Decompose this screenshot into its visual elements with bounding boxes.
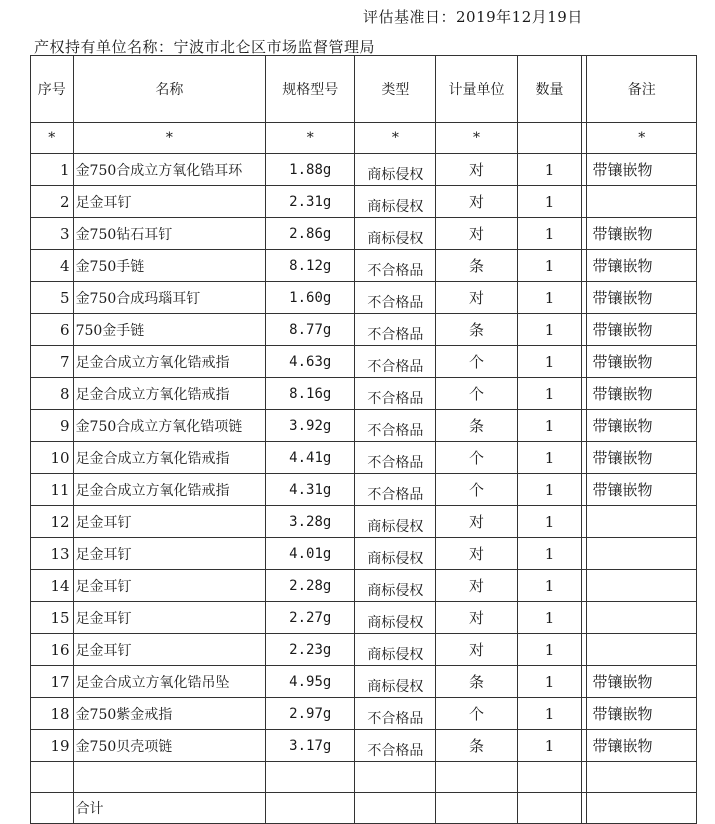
cell-spec: 2.31g: [266, 186, 355, 218]
cell-spec: 8.77g: [266, 314, 355, 346]
cell-name: 金750合成立方氧化锆项链: [73, 410, 266, 442]
cell-name: 金750手链: [73, 250, 266, 282]
cell-remark: 带镶嵌物: [587, 314, 697, 346]
cell-remark: [587, 538, 697, 570]
cell-name: 足金耳钉: [73, 570, 266, 602]
cell-seq: 15: [31, 602, 74, 634]
star-cell: *: [73, 123, 266, 154]
cell-name: 750金手链: [73, 314, 266, 346]
table-row: [31, 186, 697, 218]
table-row: [31, 442, 697, 474]
header-row: [31, 56, 697, 123]
cell-unit: 条: [436, 666, 517, 698]
table-row: [31, 730, 697, 762]
cell-qty: 1: [517, 730, 582, 762]
cell-seq: 3: [31, 218, 74, 250]
cell-type: 商标侵权: [355, 570, 436, 602]
cell-qty: 1: [517, 154, 582, 186]
cell-seq: 11: [31, 474, 74, 506]
cell-name: 金750合成玛瑙耳钉: [73, 282, 266, 314]
cell-remark: [587, 634, 697, 666]
cell-unit: 对: [436, 218, 517, 250]
cell-type: 商标侵权: [355, 666, 436, 698]
cell-type: 商标侵权: [355, 218, 436, 250]
cell-unit: 个: [436, 442, 517, 474]
cell-remark: 带镶嵌物: [587, 698, 697, 730]
cell-spec: 1.88g: [266, 154, 355, 186]
cell-unit: 个: [436, 346, 517, 378]
cell-seq: 6: [31, 314, 74, 346]
cell-spec: 3.17g: [266, 730, 355, 762]
cell-name: 金750钻石耳钉: [73, 218, 266, 250]
cell-unit: 条: [436, 730, 517, 762]
cell-spec: 4.41g: [266, 442, 355, 474]
star-cell: [517, 123, 582, 154]
table-row: [31, 282, 697, 314]
cell-type: 不合格品: [355, 410, 436, 442]
cell-spec: 8.16g: [266, 378, 355, 410]
cell-qty: 1: [517, 282, 582, 314]
col-header-qty: 数量: [517, 56, 582, 123]
table-row: [31, 474, 697, 506]
property-owner-line: 产权持有单位名称：宁波市北仑区市场监督管理局: [34, 38, 376, 56]
cell-type: 不合格品: [355, 474, 436, 506]
empty-cell: [266, 793, 355, 824]
cell-unit: 个: [436, 698, 517, 730]
cell-type: 不合格品: [355, 442, 436, 474]
cell-unit: 条: [436, 410, 517, 442]
table-row: [31, 538, 697, 570]
inventory-table: [30, 55, 697, 824]
cell-remark: 带镶嵌物: [587, 282, 697, 314]
cell-seq: 1: [31, 154, 74, 186]
col-header-seq: 序号: [31, 56, 74, 123]
cell-qty: 1: [517, 538, 582, 570]
cell-unit: 对: [436, 186, 517, 218]
table-row: [31, 698, 697, 730]
table-row: [31, 250, 697, 282]
cell-unit: 对: [436, 506, 517, 538]
total-row: [31, 793, 697, 824]
cell-type: 不合格品: [355, 250, 436, 282]
cell-name: 足金耳钉: [73, 186, 266, 218]
empty-row: [31, 762, 697, 793]
cell-remark: 带镶嵌物: [587, 442, 697, 474]
empty-cell: [73, 762, 266, 793]
cell-seq: 19: [31, 730, 74, 762]
cell-spec: 2.28g: [266, 570, 355, 602]
cell-qty: 1: [517, 474, 582, 506]
cell-type: 商标侵权: [355, 538, 436, 570]
cell-unit: 条: [436, 250, 517, 282]
cell-qty: 1: [517, 346, 582, 378]
cell-seq: 7: [31, 346, 74, 378]
cell-seq: 12: [31, 506, 74, 538]
cell-qty: 1: [517, 410, 582, 442]
cell-spec: 4.63g: [266, 346, 355, 378]
cell-unit: 对: [436, 538, 517, 570]
empty-cell: [517, 762, 582, 793]
cell-name: 足金耳钉: [73, 602, 266, 634]
empty-cell: [355, 762, 436, 793]
cell-type: 商标侵权: [355, 154, 436, 186]
table-row: [31, 378, 697, 410]
cell-unit: 条: [436, 314, 517, 346]
total-label: 合计: [73, 793, 266, 824]
table-row: [31, 634, 697, 666]
cell-spec: 8.12g: [266, 250, 355, 282]
cell-type: 不合格品: [355, 346, 436, 378]
col-header-remark: 备注: [587, 56, 697, 123]
cell-unit: 个: [436, 378, 517, 410]
table-row: [31, 218, 697, 250]
cell-name: 足金合成立方氧化锆戒指: [73, 474, 266, 506]
cell-remark: 带镶嵌物: [587, 218, 697, 250]
cell-seq: 8: [31, 378, 74, 410]
cell-name: 足金合成立方氧化锆戒指: [73, 442, 266, 474]
cell-name: 足金合成立方氧化锆戒指: [73, 378, 266, 410]
star-cell: *: [266, 123, 355, 154]
cell-remark: 带镶嵌物: [587, 474, 697, 506]
cell-name: 金750合成立方氧化锆耳环: [73, 154, 266, 186]
empty-cell: [517, 793, 582, 824]
empty-cell: [266, 762, 355, 793]
cell-remark: 带镶嵌物: [587, 410, 697, 442]
table-row: [31, 570, 697, 602]
cell-unit: 对: [436, 570, 517, 602]
cell-seq: 10: [31, 442, 74, 474]
cell-type: 不合格品: [355, 698, 436, 730]
star-row: [31, 123, 697, 154]
cell-remark: 带镶嵌物: [587, 154, 697, 186]
cell-spec: 2.23g: [266, 634, 355, 666]
cell-qty: 1: [517, 634, 582, 666]
cell-type: 不合格品: [355, 282, 436, 314]
cell-seq: 2: [31, 186, 74, 218]
table-row: [31, 506, 697, 538]
empty-cell: [587, 762, 697, 793]
empty-cell: [436, 762, 517, 793]
cell-qty: 1: [517, 186, 582, 218]
cell-qty: 1: [517, 218, 582, 250]
col-header-spec: 规格型号: [266, 56, 355, 123]
cell-type: 不合格品: [355, 378, 436, 410]
star-cell: *: [31, 123, 74, 154]
star-cell: *: [587, 123, 697, 154]
star-cell: *: [355, 123, 436, 154]
cell-seq: 18: [31, 698, 74, 730]
cell-unit: 个: [436, 474, 517, 506]
cell-qty: 1: [517, 250, 582, 282]
col-header-name: 名称: [73, 56, 266, 123]
cell-qty: 1: [517, 506, 582, 538]
cell-qty: 1: [517, 378, 582, 410]
cell-spec: 2.97g: [266, 698, 355, 730]
cell-seq: 4: [31, 250, 74, 282]
cell-seq: 17: [31, 666, 74, 698]
table-row: [31, 154, 697, 186]
cell-spec: 2.86g: [266, 218, 355, 250]
cell-type: 不合格品: [355, 730, 436, 762]
cell-spec: 4.31g: [266, 474, 355, 506]
table-row: [31, 314, 697, 346]
cell-name: 金750紫金戒指: [73, 698, 266, 730]
cell-unit: 对: [436, 634, 517, 666]
cell-seq: 5: [31, 282, 74, 314]
empty-cell: [31, 762, 74, 793]
empty-cell: [31, 793, 74, 824]
cell-spec: 2.27g: [266, 602, 355, 634]
cell-remark: 带镶嵌物: [587, 666, 697, 698]
cell-type: 商标侵权: [355, 186, 436, 218]
cell-spec: 3.28g: [266, 506, 355, 538]
cell-seq: 14: [31, 570, 74, 602]
cell-remark: [587, 506, 697, 538]
cell-name: 足金耳钉: [73, 506, 266, 538]
empty-cell: [587, 793, 697, 824]
cell-type: 商标侵权: [355, 506, 436, 538]
cell-seq: 9: [31, 410, 74, 442]
cell-remark: 带镶嵌物: [587, 378, 697, 410]
cell-remark: 带镶嵌物: [587, 346, 697, 378]
cell-name: 足金合成立方氧化锆戒指: [73, 346, 266, 378]
table-row: [31, 666, 697, 698]
cell-type: 不合格品: [355, 314, 436, 346]
cell-remark: 带镶嵌物: [587, 730, 697, 762]
cell-type: 商标侵权: [355, 634, 436, 666]
cell-qty: 1: [517, 570, 582, 602]
cell-name: 金750贝壳项链: [73, 730, 266, 762]
cell-qty: 1: [517, 442, 582, 474]
cell-seq: 16: [31, 634, 74, 666]
cell-qty: 1: [517, 314, 582, 346]
cell-unit: 对: [436, 154, 517, 186]
star-cell: *: [436, 123, 517, 154]
col-header-type: 类型: [355, 56, 436, 123]
table-row: [31, 410, 697, 442]
cell-qty: 1: [517, 602, 582, 634]
valuation-date: 评估基准日：2019年12月19日: [363, 8, 583, 26]
cell-spec: 4.01g: [266, 538, 355, 570]
cell-spec: 3.92g: [266, 410, 355, 442]
cell-spec: 1.60g: [266, 282, 355, 314]
cell-type: 商标侵权: [355, 602, 436, 634]
cell-qty: 1: [517, 698, 582, 730]
cell-seq: 13: [31, 538, 74, 570]
cell-unit: 对: [436, 282, 517, 314]
cell-qty: 1: [517, 666, 582, 698]
table-row: [31, 346, 697, 378]
cell-remark: [587, 570, 697, 602]
cell-remark: [587, 602, 697, 634]
cell-name: 足金耳钉: [73, 538, 266, 570]
col-header-unit: 计量单位: [436, 56, 517, 123]
cell-name: 足金耳钉: [73, 634, 266, 666]
empty-cell: [436, 793, 517, 824]
cell-remark: [587, 186, 697, 218]
cell-spec: 4.95g: [266, 666, 355, 698]
empty-cell: [355, 793, 436, 824]
cell-name: 足金合成立方氧化锆吊坠: [73, 666, 266, 698]
cell-remark: 带镶嵌物: [587, 250, 697, 282]
cell-unit: 对: [436, 602, 517, 634]
table-row: [31, 602, 697, 634]
